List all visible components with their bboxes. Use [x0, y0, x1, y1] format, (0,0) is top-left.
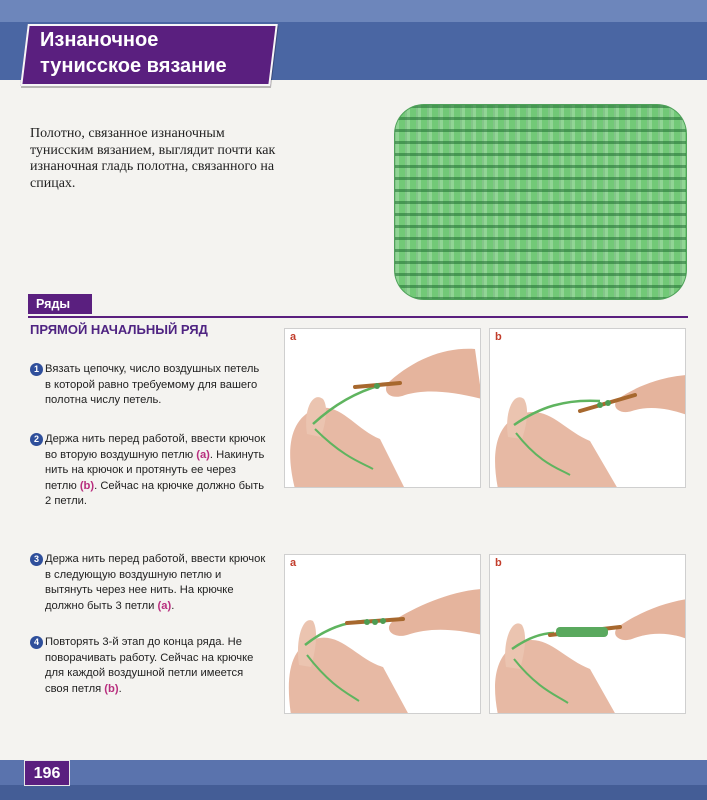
step-4	[30, 635, 266, 697]
section-tag: Ряды	[28, 294, 92, 314]
photo-label: b	[495, 331, 502, 343]
step-number-badge: 3	[30, 553, 43, 566]
step-number-badge: 2	[30, 433, 43, 446]
hands-crochet-illustration	[490, 555, 686, 714]
title-line-1: Изнаночное	[40, 29, 159, 51]
knitted-swatch-photo	[394, 104, 687, 300]
step-text-part: .	[118, 682, 122, 695]
footer-band-dark	[0, 785, 707, 800]
hands-crochet-illustration	[285, 329, 481, 488]
step-text-part: Повторять 3-й этап до конца ряда. Не поворачивать работу. Сейчас на крючке для каждой воздушной петли имеется своя петля	[45, 636, 254, 695]
step-text-part: Держа нить перед работой, ввести крючок во вторую воздушную петлю	[45, 433, 266, 461]
photo-label: a	[290, 557, 297, 569]
hands-crochet-illustration	[490, 329, 686, 488]
step-text	[45, 552, 266, 614]
section-divider	[28, 316, 688, 318]
step-1	[30, 362, 266, 409]
hands-crochet-illustration	[285, 555, 481, 714]
step-text	[45, 432, 266, 510]
page-title	[40, 27, 275, 79]
step-3	[30, 552, 266, 614]
page-number: 196	[24, 760, 70, 786]
photo-label: a	[290, 331, 297, 343]
photo-reference: (b)	[79, 479, 95, 492]
step-text-part: .	[171, 599, 175, 612]
step-text: Вязать цепочку, число воздушных петель в которой равно требуемому для вашего полотна числу петель.	[45, 363, 260, 406]
step-text-part: . Сейчас на крючке должно быть 2 петли.	[45, 479, 265, 507]
step-photo-1b	[489, 328, 686, 488]
step-photo-4b	[489, 554, 686, 714]
section-heading: ПРЯМОЙ НАЧАЛЬНЫЙ РЯД	[30, 322, 208, 337]
step-number-badge: 4	[30, 636, 43, 649]
step-2	[30, 432, 266, 510]
step-text-part: Держа нить перед работой, ввести крючок в следующую воздушную петлю и вытянуть через нее нить. На крючке должно быть 3 петли	[45, 553, 266, 612]
title-line-2: тунисское вязание	[40, 55, 227, 77]
step-text	[45, 635, 266, 697]
photo-reference: (a)	[196, 448, 210, 461]
photo-label: b	[495, 557, 502, 569]
step-number-badge: 1	[30, 363, 43, 376]
photo-reference: (a)	[157, 599, 172, 612]
step-photo-3a	[284, 554, 481, 714]
intro-paragraph: Полотно, связанное изнаночным тунисским вязанием, выглядит почти как изнаночная гладь полотна, связанного на спицах.	[30, 126, 276, 191]
photo-reference: (b)	[104, 682, 119, 695]
step-text-part: . Накинуть нить на крючок и протянуть ее через петлю	[45, 448, 265, 492]
top-banner-highlight	[0, 0, 707, 22]
step-photo-1a	[284, 328, 481, 488]
